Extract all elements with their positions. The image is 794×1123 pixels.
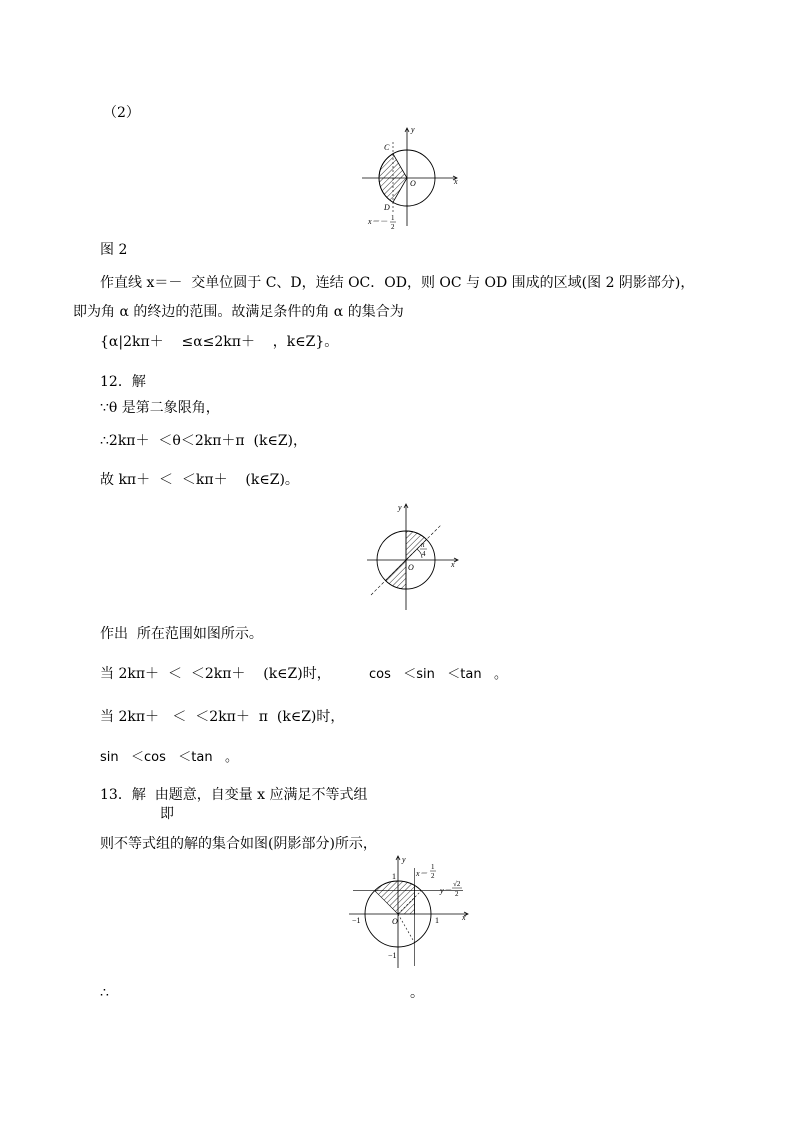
- figure-unit-circle-pi4: [365, 500, 465, 612]
- part-label-2: （2）: [103, 105, 140, 121]
- q13-ji: 即: [160, 806, 174, 822]
- q12-case-1-condition: 当 2kπ＋ ＜ ＜2kπ＋ (k∈Z)时，: [100, 666, 331, 682]
- fig3-x-den: 2: [431, 872, 435, 880]
- q12-case-2-condition: 当 2kπ＋ ＜ ＜2kπ＋ π (k∈Z)时，: [100, 709, 345, 725]
- q13-therefore: ∴: [100, 985, 109, 1001]
- figure-unit-circle-inequality: [345, 854, 469, 970]
- fig1-y-label: y: [411, 125, 415, 134]
- q12-heading: 12．解: [100, 374, 146, 390]
- q12-case-1-result: cos ＜sin ＜tan 。: [369, 667, 507, 682]
- fig3-y-num: √2: [453, 880, 461, 888]
- fig1-frac-num: 1: [391, 214, 395, 222]
- fig3-yeq-label: y＝: [440, 886, 452, 895]
- q12-line-2: ∴2kπ＋ ＜θ＜2kπ＋π (k∈Z)，: [100, 433, 308, 449]
- fig3-tick-neg1-bottom: −1: [388, 951, 397, 960]
- fig3-x-label: x: [462, 913, 466, 922]
- figure-2-caption: 图 2: [100, 242, 128, 258]
- fig3-o-label: O: [392, 917, 398, 926]
- q13-end-mark: 。: [410, 985, 424, 1001]
- q13-heading: 13．解 由题意，自变量 x 应满足不等式组: [100, 787, 368, 803]
- fig3-x-num: 1: [431, 863, 435, 871]
- fig3-y-label: y: [402, 855, 406, 864]
- q12-line-1: ∵θ 是第二象限角，: [100, 400, 220, 416]
- fig1-c-label: C: [384, 143, 390, 152]
- fig2-four-label: 4: [422, 550, 426, 558]
- fig1-d-label: D: [384, 203, 390, 212]
- fig2-angle-set: {α|2kπ＋ ≤α≤2kπ＋ ，k∈Z}。: [100, 334, 339, 350]
- figure-unit-circle-cd: [360, 122, 460, 232]
- q12-draw-text: 作出 所在范围如图所示。: [100, 626, 263, 642]
- fig2-y-label: y: [398, 503, 402, 512]
- fig2-pi-label: π: [421, 541, 425, 549]
- fig1-frac-den: 2: [391, 223, 395, 231]
- fig3-y-den: 2: [455, 890, 459, 898]
- fig2-x-label: x: [451, 560, 455, 569]
- fig3-xeq-label: x＝: [416, 869, 428, 878]
- fig1-line-eq: x＝－: [368, 217, 388, 226]
- q12-case-2-result: sin ＜cos ＜tan 。: [100, 750, 238, 765]
- fig1-o-label: O: [410, 179, 416, 188]
- fig1-x-label: x: [454, 177, 458, 186]
- fig3-tick-1-top: 1: [392, 872, 396, 881]
- fig3-tick-1-right: 1: [435, 916, 439, 925]
- fig2-explanation-1: 作直线 x＝－ 交单位圆于 C、D，连结 OC．OD，则 OC 与 OD 围成的区域(图 2 阴影部分)，: [100, 275, 695, 291]
- fig3-tick-neg1-left: −1: [352, 916, 361, 925]
- q12-line-3: 故 kπ＋ ＜ ＜kπ＋ (k∈Z)。: [100, 472, 299, 488]
- q13-text: 则不等式组的解的集合如图(阴影部分)所示，: [100, 836, 377, 852]
- fig2-o-label: O: [408, 563, 414, 572]
- fig2-explanation-2: 即为角 α 的终边的范围。故满足条件的角 α 的集合为: [73, 304, 404, 320]
